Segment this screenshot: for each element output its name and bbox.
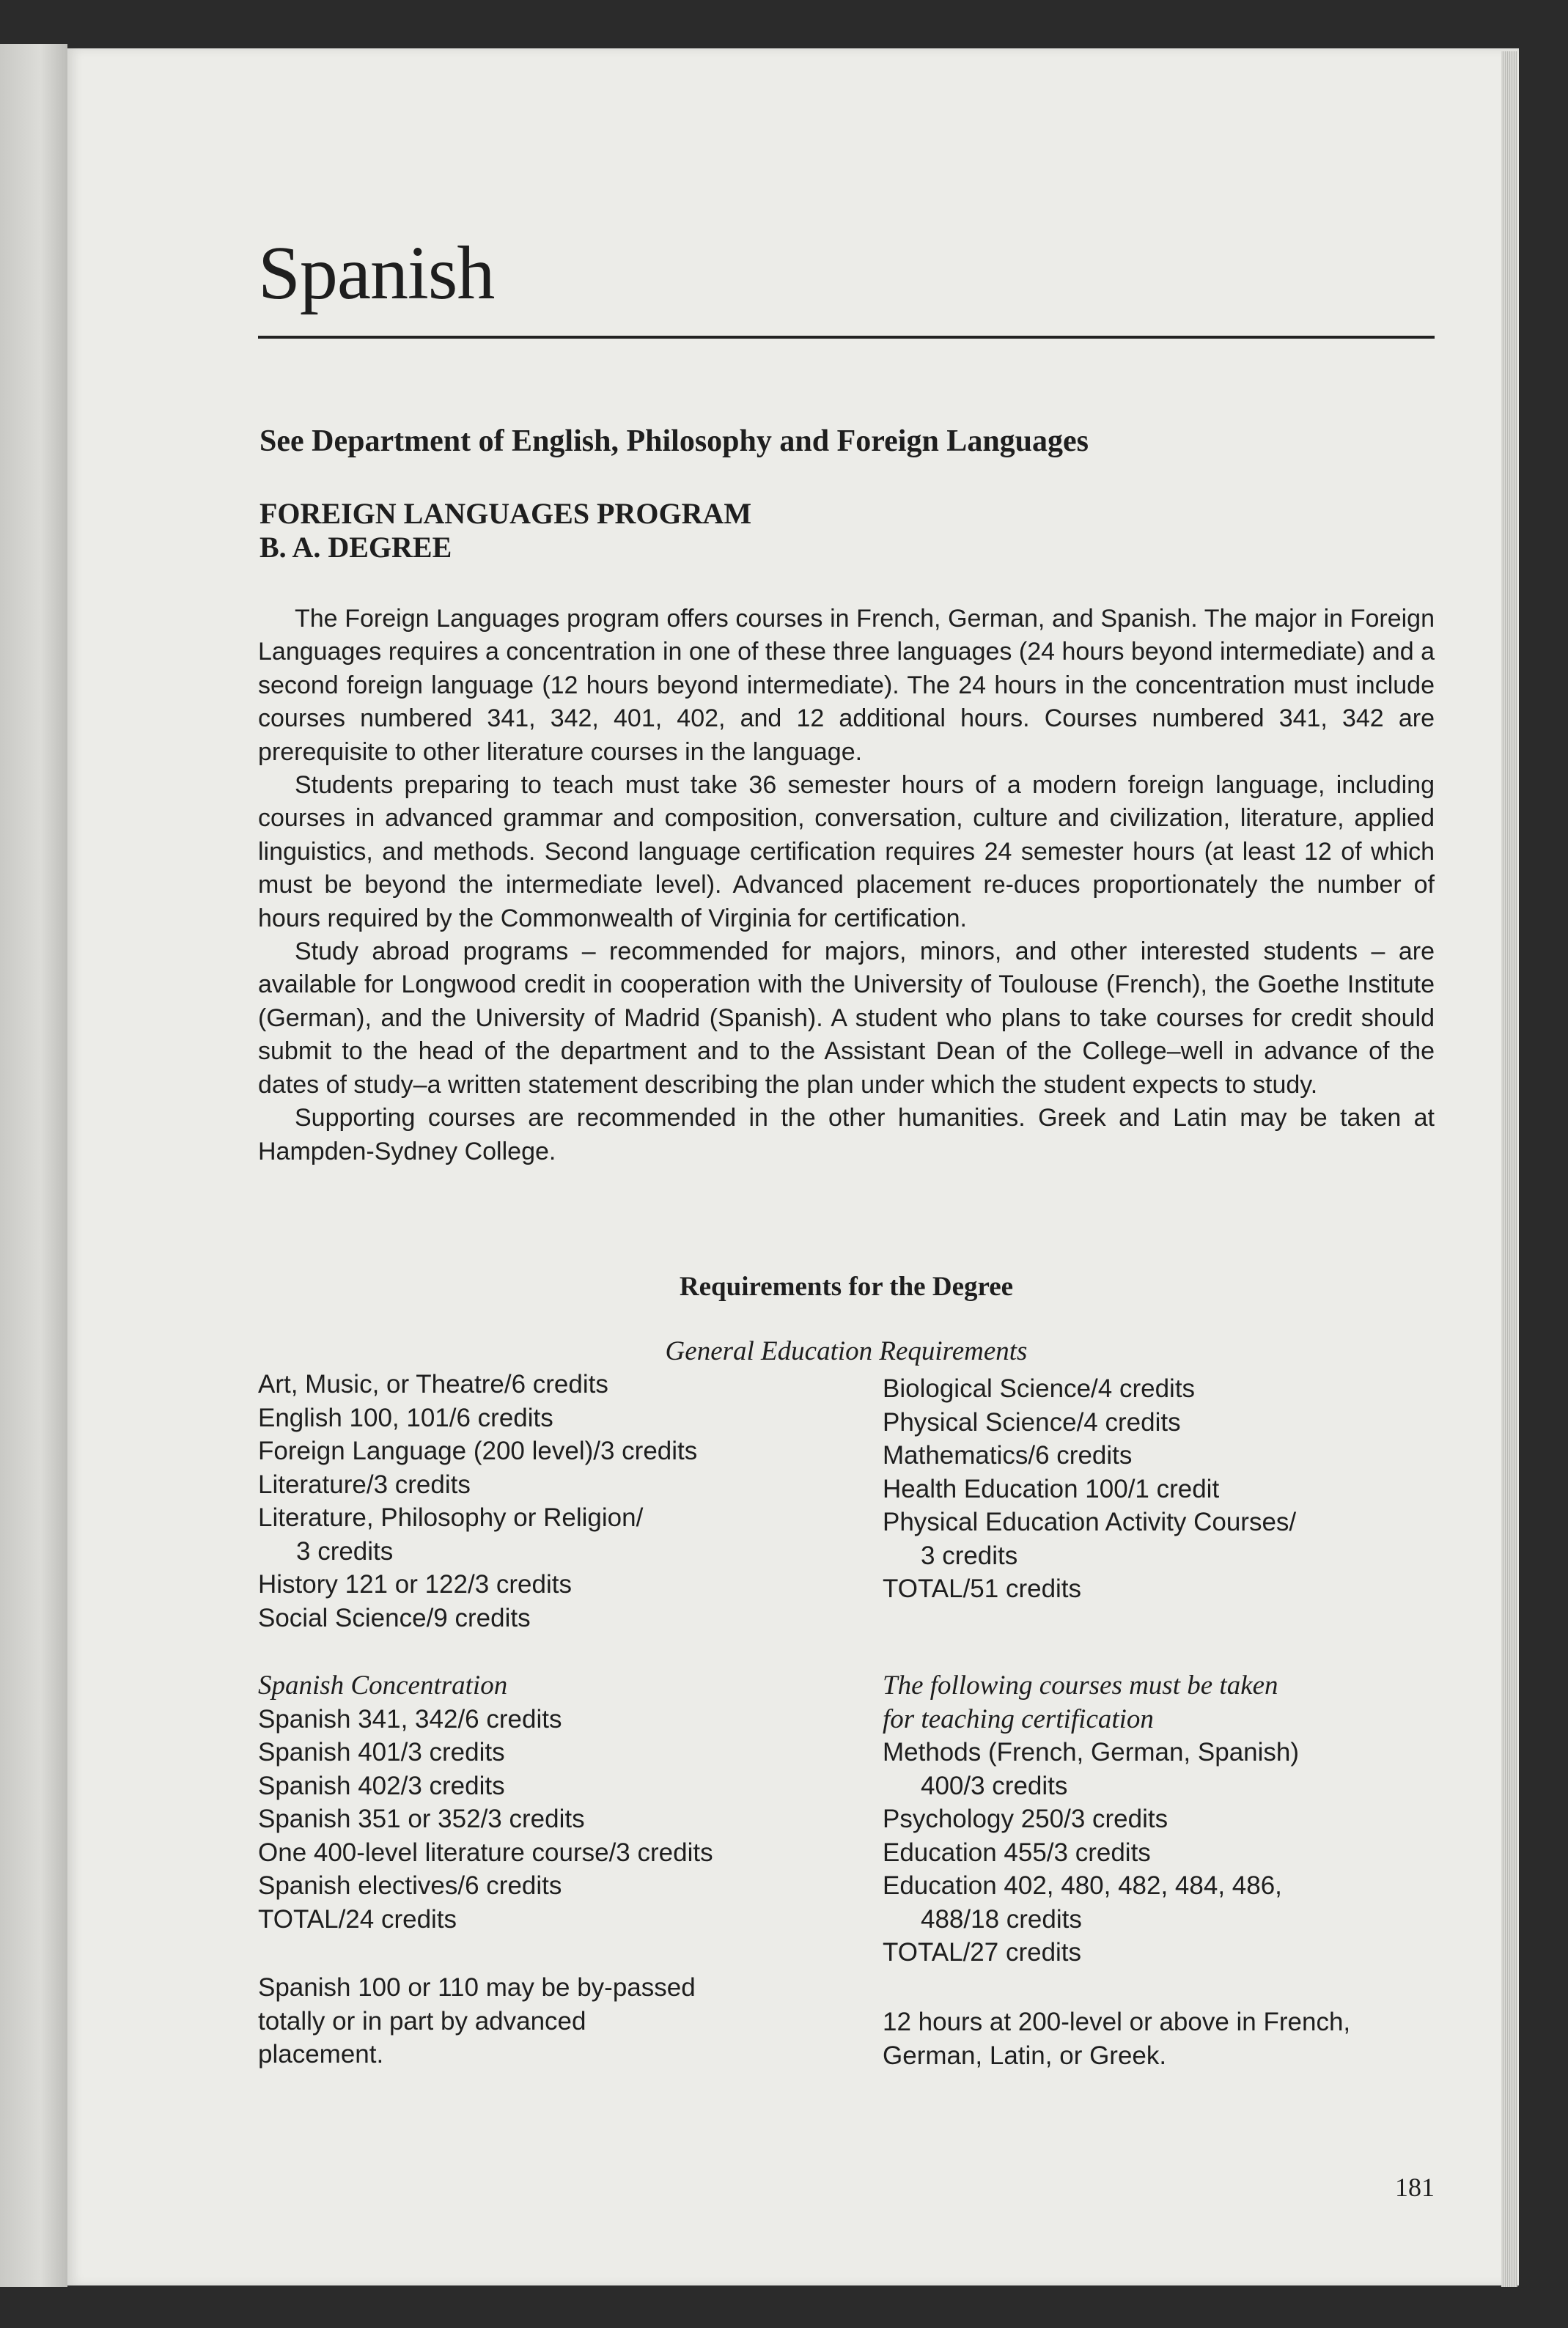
paragraph: Study abroad programs – recommended for majors, minors, and other interested students – are available for Longwood credit in cooperation with the University of Toulouse (French), the Goethe Institute (German), and the University of Madrid (Spanish). A student who plans to take courses for credit should submit to the head of the department and to the Assistant Dean of the College–well in advance of the dates of study–a written statement describing the plan under which the student expects to study. bbox=[258, 938, 1435, 1099]
list-item: Biological Science/4 credits bbox=[883, 1374, 1196, 1403]
list-item: TOTAL/27 credits bbox=[883, 1938, 1082, 1967]
list-item: 3 credits bbox=[921, 1541, 1018, 1570]
list-item: Literature/3 credits bbox=[258, 1470, 471, 1499]
list-item: 488/18 credits bbox=[921, 1904, 1082, 1934]
title-rule bbox=[258, 336, 1435, 339]
list-item: Social Science/9 credits bbox=[258, 1603, 531, 1632]
list-item: Foreign Language (200 level)/3 credits bbox=[258, 1437, 698, 1465]
page-stack-edge bbox=[1501, 51, 1517, 2287]
facing-page-edge bbox=[0, 44, 67, 2287]
list-item: Spanish 401/3 credits bbox=[258, 1738, 505, 1767]
program-name: FOREIGN LANGUAGES PROGRAM bbox=[260, 497, 752, 530]
department-reference: See Department of English, Philosophy and Foreign Languages bbox=[260, 424, 1089, 458]
requirements-heading: Requirements for the Degree bbox=[679, 1272, 1014, 1302]
list-item: TOTAL/51 credits bbox=[883, 1574, 1082, 1603]
program-description bbox=[258, 603, 1435, 1168]
list-item: Mathematics/6 credits bbox=[883, 1441, 1133, 1470]
second-language-note bbox=[883, 2005, 1350, 2072]
list-item: 400/3 credits bbox=[921, 1771, 1068, 1800]
page-number: 181 bbox=[1395, 2173, 1435, 2202]
list-item: Education 402, 480, 482, 484, 486, bbox=[883, 1871, 1282, 1900]
list-item: Methods (French, German, Spanish) bbox=[883, 1738, 1300, 1767]
list-item: Spanish 351 or 352/3 credits bbox=[258, 1805, 585, 1833]
list-item: Psychology 250/3 credits bbox=[883, 1805, 1168, 1833]
list-item: English 100, 101/6 credits bbox=[258, 1403, 553, 1432]
general-education-right-list bbox=[883, 1372, 1296, 1606]
list-item: Physical Science/4 credits bbox=[883, 1407, 1181, 1437]
list-item: History 121 or 122/3 credits bbox=[258, 1570, 572, 1599]
placement-note bbox=[258, 1971, 696, 2071]
degree-name: B. A. DEGREE bbox=[260, 531, 452, 564]
list-item: Education 455/3 credits bbox=[883, 1838, 1151, 1867]
general-education-left-list bbox=[258, 1368, 697, 1635]
list-item: 3 credits bbox=[296, 1536, 394, 1566]
page-title: Spanish bbox=[258, 231, 495, 315]
program-heading bbox=[260, 497, 751, 564]
list-item: Health Education 100/1 credit bbox=[883, 1474, 1220, 1503]
teaching-certification-list bbox=[883, 1669, 1299, 1970]
list-item: One 400-level literature course/3 credits bbox=[258, 1838, 713, 1867]
note-line: totally or in part by advanced bbox=[258, 2006, 586, 2036]
list-item: Spanish 341, 342/6 credits bbox=[258, 1704, 562, 1734]
teaching-certification-heading: for teaching certification bbox=[883, 1703, 1154, 1734]
note-line: 12 hours at 200-level or above in French, bbox=[883, 2008, 1351, 2036]
list-item: Physical Education Activity Courses/ bbox=[883, 1508, 1297, 1536]
book-page bbox=[67, 48, 1519, 2285]
general-education-heading: General Education Requirements bbox=[665, 1336, 1028, 1366]
list-item: TOTAL/24 credits bbox=[258, 1904, 457, 1934]
paragraph: Students preparing to teach must take 36 semester hours of a modern foreign language, including courses in advanced grammar and composition, conversation, culture and civilization, literature, applied linguistics, and methods. Second language certification requires 24 semester hours (at least 12 of which must be beyond the intermediate level). Advanced placement re-duces proportionately the number of hours required by the Commonwealth of Virginia for certification. bbox=[258, 771, 1435, 932]
list-item: Art, Music, or Theatre/6 credits bbox=[258, 1370, 608, 1399]
spanish-concentration-list bbox=[258, 1669, 713, 1936]
paragraph: The Foreign Languages program offers courses in French, German, and Spanish. The major in Foreign Languages requires a concentration in one of these three languages (24 hours beyond intermediate) and a second foreign language (12 hours beyond intermediate). The 24 hours in the concentration must include courses numbered 341, 342, 401, 402, and 12 additional hours. Courses numbered 341, 342 are prerequisite to other literature courses in the language. bbox=[258, 605, 1435, 766]
note-line: Spanish 100 or 110 may be by-passed bbox=[258, 1973, 696, 2002]
note-line: German, Latin, or Greek. bbox=[883, 2041, 1167, 2070]
list-item: Literature, Philosophy or Religion/ bbox=[258, 1503, 644, 1532]
list-item: Spanish electives/6 credits bbox=[258, 1871, 562, 1900]
list-item: Spanish 402/3 credits bbox=[258, 1771, 505, 1800]
teaching-certification-heading: The following courses must be taken bbox=[883, 1671, 1278, 1701]
note-line: placement. bbox=[258, 2040, 384, 2069]
paragraph: Supporting courses are recommended in the other humanities. Greek and Latin may be taken at Hampden-Sydney College. bbox=[258, 1104, 1435, 1165]
spanish-concentration-heading: Spanish Concentration bbox=[258, 1671, 508, 1701]
